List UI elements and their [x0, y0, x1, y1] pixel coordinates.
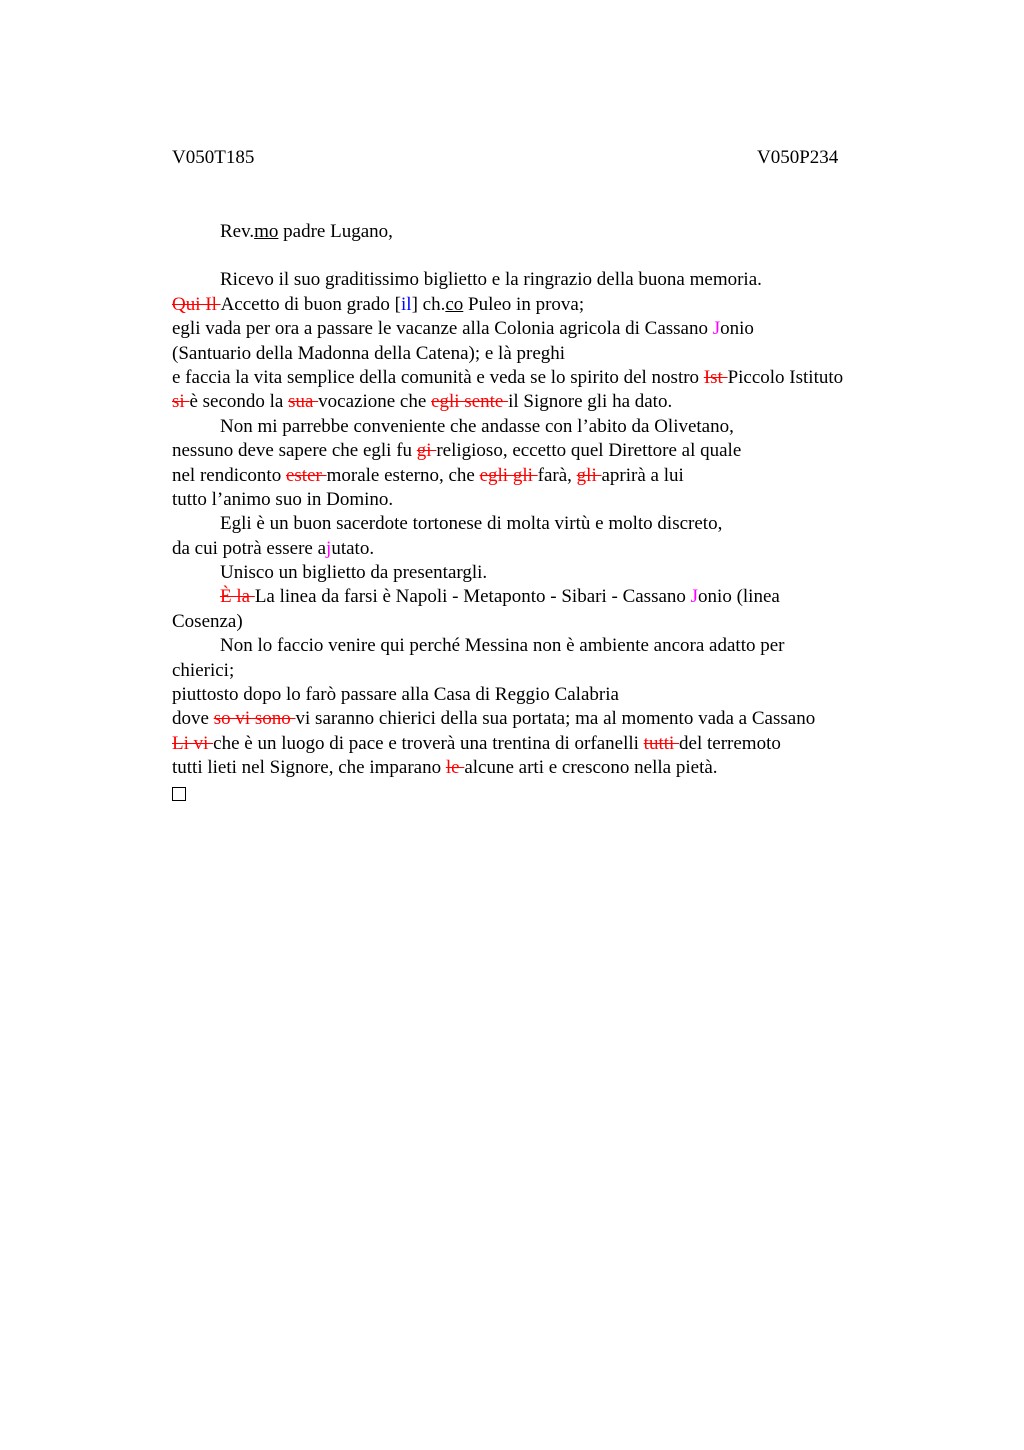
- text-line-20: [172, 732, 912, 756]
- text-line-10: [172, 488, 912, 512]
- text-line-5: [172, 366, 912, 390]
- deleted-text: Li vi: [172, 732, 214, 754]
- text: farà,: [537, 464, 577, 486]
- paragraph-gap: [172, 244, 912, 268]
- text-line-8: [172, 439, 912, 463]
- text: La linea da farsi è Napoli - Metaponto - Sibari - Cassano: [254, 586, 691, 608]
- text-line-2: [172, 293, 912, 317]
- text: ] ch.: [411, 293, 446, 315]
- page-code-right: V050P234: [757, 147, 839, 168]
- deleted-text: tutti: [643, 732, 680, 754]
- text: vocazione che: [318, 391, 432, 413]
- text-line-18: [172, 683, 912, 707]
- corrected-letter: J: [712, 318, 721, 340]
- text: Non mi parrebbe conveniente che andasse con l’abito da Olivetano,: [220, 415, 734, 437]
- text-line-1: [172, 268, 912, 292]
- deleted-text: sua: [288, 391, 319, 413]
- salutation-prefix: Rev.: [220, 221, 255, 242]
- document-code-left: V050T185: [172, 147, 255, 168]
- text: piuttosto dopo lo farò passare alla Casa di Reggio Calabria: [172, 684, 619, 706]
- text-line-21: [172, 756, 912, 780]
- text: onio (linea: [698, 586, 780, 608]
- text: è secondo la: [189, 391, 289, 413]
- text-line-19: [172, 707, 912, 731]
- text-line-7: [172, 415, 912, 439]
- abbrev-text: co: [445, 293, 464, 315]
- corrected-letter: j: [326, 537, 332, 559]
- text-line-13: [172, 561, 912, 585]
- deleted-text: ester: [285, 464, 327, 486]
- deleted-text: le: [445, 757, 465, 779]
- text: Puleo in prova;: [463, 293, 585, 315]
- text: Accetto di buon grado [: [220, 293, 402, 315]
- text: tutti lieti nel Signore, che imparano: [172, 757, 446, 779]
- text-line-12: [172, 537, 912, 561]
- text: da cui potrà essere a: [172, 537, 327, 559]
- text-line-11: [172, 512, 912, 536]
- deleted-text: Qui Il: [172, 293, 221, 315]
- text: egli vada per ora a passare le vacanze alla Colonia agricola di Cassano: [172, 318, 713, 340]
- text-line-9: [172, 464, 912, 488]
- text: vi saranno chierici della sua portata; ma al momento vada a Cassano: [295, 708, 816, 730]
- deleted-text: so vi sono: [213, 708, 296, 730]
- salutation-name: padre Lugano,: [278, 221, 393, 242]
- text: e faccia la vita semplice della comunità e veda se lo spirito del nostro: [172, 366, 704, 388]
- text: Ricevo il suo graditissimo biglietto e la ringrazio della buona memoria.: [220, 269, 762, 291]
- deleted-text: Ist: [703, 366, 728, 388]
- text-line-14: [172, 585, 912, 609]
- deleted-text: egli sente: [431, 391, 509, 413]
- end-marker: [172, 781, 912, 805]
- text-line-17: [172, 659, 912, 683]
- text-line-6: [172, 390, 912, 414]
- text-line-15: [172, 610, 912, 634]
- text: nessuno deve sapere che egli fu: [172, 440, 417, 462]
- text: nel rendiconto: [172, 464, 286, 486]
- text: Egli è un buon sacerdote tortonese di molta virtù e molto discreto,: [220, 513, 723, 535]
- end-box-icon: [172, 787, 186, 801]
- text: morale esterno, che: [326, 464, 480, 486]
- text: alcune arti e crescono nella pietà.: [464, 757, 718, 779]
- letter-body: [172, 220, 912, 805]
- inserted-text: il: [401, 293, 412, 315]
- corrected-letter: J: [690, 586, 699, 608]
- deleted-text: egli gli: [479, 464, 538, 486]
- text: Non lo faccio venire qui perché Messina non è ambiente ancora adatto per: [220, 635, 785, 657]
- text: Piccolo Istituto: [727, 366, 844, 388]
- deleted-text: gi: [416, 440, 437, 462]
- deleted-text: È la: [220, 586, 255, 608]
- deleted-text: si: [172, 391, 190, 413]
- text-line-4: [172, 342, 912, 366]
- text: il Signore gli ha dato.: [508, 391, 673, 413]
- text-line-3: [172, 317, 912, 341]
- text-line-16: [172, 634, 912, 658]
- text: Unisco un biglietto da presentargli.: [220, 562, 488, 584]
- text: utato.: [331, 537, 375, 559]
- text: (Santuario della Madonna della Catena); e là preghi: [172, 342, 566, 364]
- text: dove: [172, 708, 214, 730]
- text: tutto l’animo suo in Domino.: [172, 488, 394, 510]
- deleted-text: gli: [576, 464, 602, 486]
- text: del terremoto: [679, 732, 781, 754]
- text: religioso, eccetto quel Direttore al quale: [436, 440, 742, 462]
- text: chierici;: [172, 659, 235, 681]
- text: aprirà a lui: [601, 464, 684, 486]
- salutation-abbrev: mo: [254, 221, 279, 242]
- text: Cosenza): [172, 610, 243, 632]
- text: onio: [720, 318, 754, 340]
- salutation: [172, 220, 912, 244]
- text: che è un luogo di pace e troverà una trentina di orfanelli: [213, 732, 644, 754]
